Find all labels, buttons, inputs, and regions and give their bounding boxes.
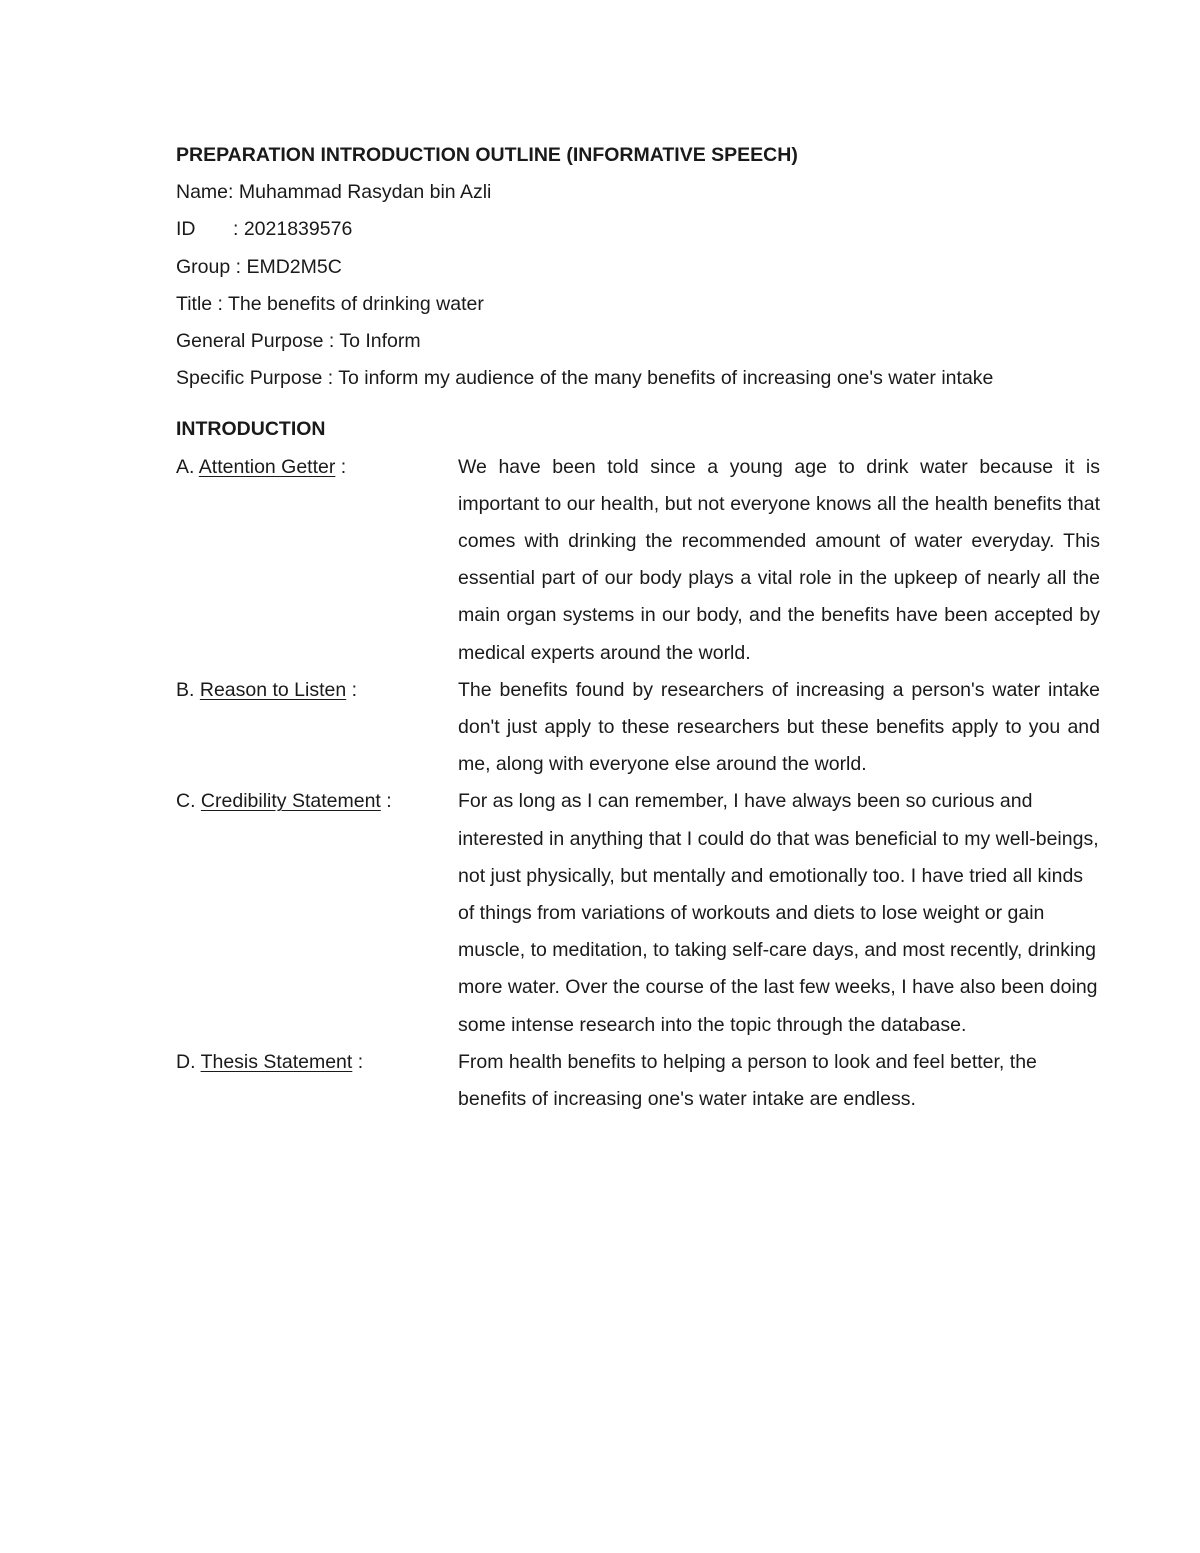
- id-line: [176, 211, 1100, 248]
- item-suffix: :: [352, 1050, 364, 1073]
- item-letter: A.: [176, 455, 195, 478]
- credibility-statement-row: [176, 783, 1100, 1043]
- item-letter: B.: [176, 678, 195, 701]
- credibility-statement-label: [176, 783, 458, 820]
- id-label: ID: [176, 218, 196, 241]
- reason-to-listen-text: The benefits found by researchers of increasing a person's water intake don't just apply to these researchers but these benefits apply to you and me, along with everyone else around the world.: [458, 678, 1100, 776]
- introduction-heading: INTRODUCTION: [176, 418, 326, 441]
- general-purpose-line: General Purpose : To Inform: [176, 330, 421, 353]
- attention-getter-row: [176, 449, 1100, 672]
- item-label: Thesis Statement: [200, 1050, 353, 1073]
- credibility-statement-text: For as long as I can remember, I have always been so curious and interested in anything that I could do that was beneficial to my well-beings, not just physically, but mentally and emotionally too. I have tried all kinds of things from variations of workouts and diets to lose weight or gain muscle, to meditation, to taking self-care days, and most recently, drinking more water. Over the course of the last few weeks, I have also been doing some intense research into the topic through the database.: [458, 790, 1099, 1036]
- title-line: Title : The benefits of drinking water: [176, 292, 484, 315]
- item-suffix: :: [335, 455, 347, 478]
- reason-to-listen-label: [176, 672, 458, 709]
- attention-getter-text: We have been told since a young age to drink water because it is important to our health, but not everyone knows all the health benefits that comes with drinking the recommended amount of water everyday. This essential part of our body plays a vital role in the upkeep of nearly all the main organ systems in our body, and the benefits have been accepted by medical experts around the world.: [458, 455, 1100, 664]
- reason-to-listen-row: [176, 672, 1100, 784]
- document-page: [176, 137, 1100, 1118]
- item-letter: D.: [176, 1050, 196, 1073]
- thesis-statement-text: From health benefits to helping a person to look and feel better, the benefits of increasing one's water intake are endless.: [458, 1050, 1037, 1111]
- group-line: Group : EMD2M5C: [176, 255, 342, 278]
- item-suffix: :: [346, 678, 358, 701]
- attention-getter-label: [176, 449, 458, 486]
- specific-purpose-line: Specific Purpose : To inform my audience of the many benefits of increasing one's water intake: [176, 367, 994, 390]
- item-suffix: :: [380, 790, 392, 813]
- item-letter: C.: [176, 790, 196, 813]
- id-value: : 2021839576: [233, 218, 353, 241]
- name-line: Name: Muhammad Rasydan bin Azli: [176, 181, 492, 204]
- document-title: PREPARATION INTRODUCTION OUTLINE (INFORMATIVE SPEECH): [176, 144, 798, 166]
- item-label: Attention Getter: [198, 455, 336, 478]
- item-label: Reason to Listen: [199, 678, 347, 701]
- item-label: Credibility Statement: [200, 790, 381, 813]
- thesis-statement-row: [176, 1044, 1100, 1118]
- thesis-statement-label: [176, 1044, 458, 1081]
